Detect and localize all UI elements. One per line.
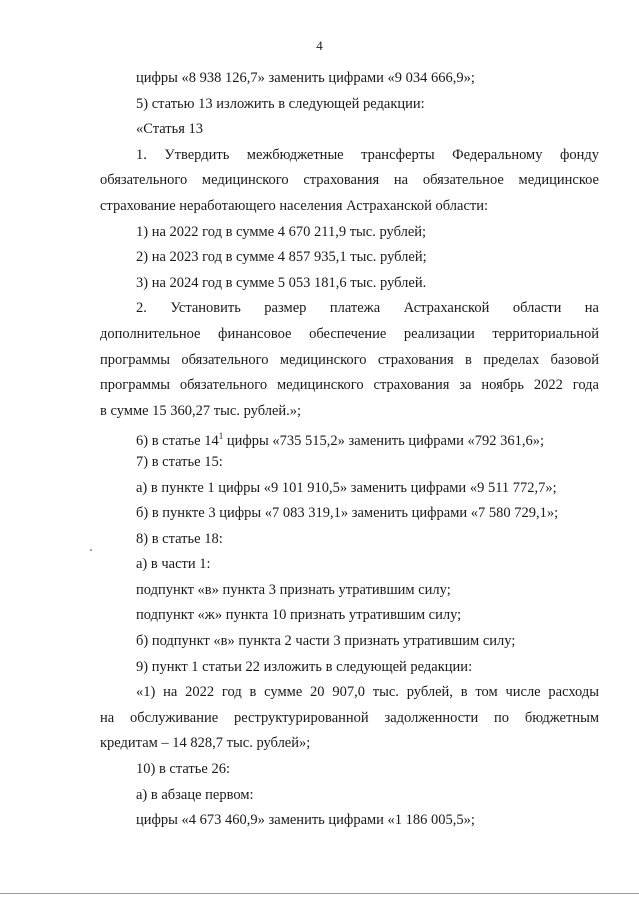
text-line [100,168,599,194]
text-line [100,808,599,834]
text-line [100,757,599,783]
text-line [100,220,599,246]
line-text: б) в пункте 3 цифры «7 083 319,1» заменить цифрами «7 580 729,1»; [136,505,559,522]
line-text: 9) пункт 1 статьи 22 изложить в следующей редакции: [136,658,473,675]
line-text: 7) в статье 15: [136,453,223,470]
text-line [100,373,599,399]
text-line [100,245,599,271]
text-line [100,322,599,348]
line-text: в сумме 15 360,27 тыс. рублей.»; [100,402,302,419]
text-line [100,603,599,629]
scan-speck [90,549,92,551]
text-line [100,783,599,809]
page-bottom-edge [0,893,639,894]
text-line [100,655,599,681]
line-text: программы обязательного медицинского страхования за ноябрь 2022 года [100,377,599,394]
text-line [100,143,599,169]
text-line [100,117,599,143]
line-text: на обслуживание реструктурированной задолженности по бюджетным [100,709,599,726]
text-line [100,476,599,502]
line-text: 5) статью 13 изложить в следующей редакции: [136,95,425,112]
text-line [100,527,599,553]
text-line [100,296,599,322]
line-text: «1) на 2022 год в сумме 20 907,0 тыс. рублей, в том числе расходы [136,684,599,701]
line-text: кредитам – 14 828,7 тыс. рублей»; [100,735,311,752]
text-line [100,629,599,655]
line-text: б) подпункт «в» пункта 2 части 3 признать утратившим силу; [136,633,516,650]
line-text: а) в пункте 1 цифры «9 101 910,5» заменить цифрами «9 511 772,7»; [136,479,557,496]
text-line [100,578,599,604]
text-line [100,552,599,578]
line-text: подпункт «ж» пункта 10 признать утратившим силу; [136,607,462,624]
document-body [100,66,599,834]
line-text: а) в абзаце первом: [136,786,254,803]
line-text: 1. Утвердить межбюджетные трансферты Федеральному фонду [136,146,599,163]
line-text: 2. Установить размер платежа Астраханской области на [136,300,599,317]
text-line [100,731,599,757]
text-line [100,194,599,220]
text-line [100,92,599,118]
line-text: цифры «4 673 460,9» заменить цифрами «1 186 005,5»; [136,812,475,829]
line-text: программы обязательного медицинского страхования в пределах базовой [100,351,599,368]
line-text: дополнительное финансовое обеспечение реализации территориальной [100,325,599,342]
line-text: 2) на 2023 год в сумме 4 857 935,1 тыс. рублей; [136,249,427,266]
line-text: цифры «8 938 126,7» заменить цифрами «9 034 666,9»; [136,70,475,86]
line-text: 3) на 2024 год в сумме 5 053 181,6 тыс. рублей. [136,274,427,291]
text-line [100,450,599,476]
line-text: страхование неработающего населения Астраханской области: [100,197,489,214]
text-line [100,348,599,374]
line-text: «Статья 13 [136,121,204,138]
page-number: 4 [316,38,323,53]
line-text: а) в части 1: [136,556,211,573]
line-text: 6) в статье 14 [136,433,219,450]
text-line [100,271,599,297]
superscript: 1 [218,431,224,442]
text-line [100,399,599,425]
line-text: обязательного медицинского страхования на обязательное медицинское [100,172,599,189]
line-text: 1) на 2022 год в сумме 4 670 211,9 тыс. рублей; [136,223,427,240]
text-line [100,501,599,527]
line-text-continued: цифры «735 515,2» заменить цифрами «792 361,6»; [223,433,545,450]
line-text: 8) в статье 18: [136,530,223,547]
text-line [100,706,599,732]
line-text: 10) в статье 26: [136,761,230,778]
line-text: подпункт «в» пункта 3 признать утратившим силу; [136,581,451,598]
text-line [100,66,599,92]
text-line [100,424,599,450]
text-line [100,680,599,706]
